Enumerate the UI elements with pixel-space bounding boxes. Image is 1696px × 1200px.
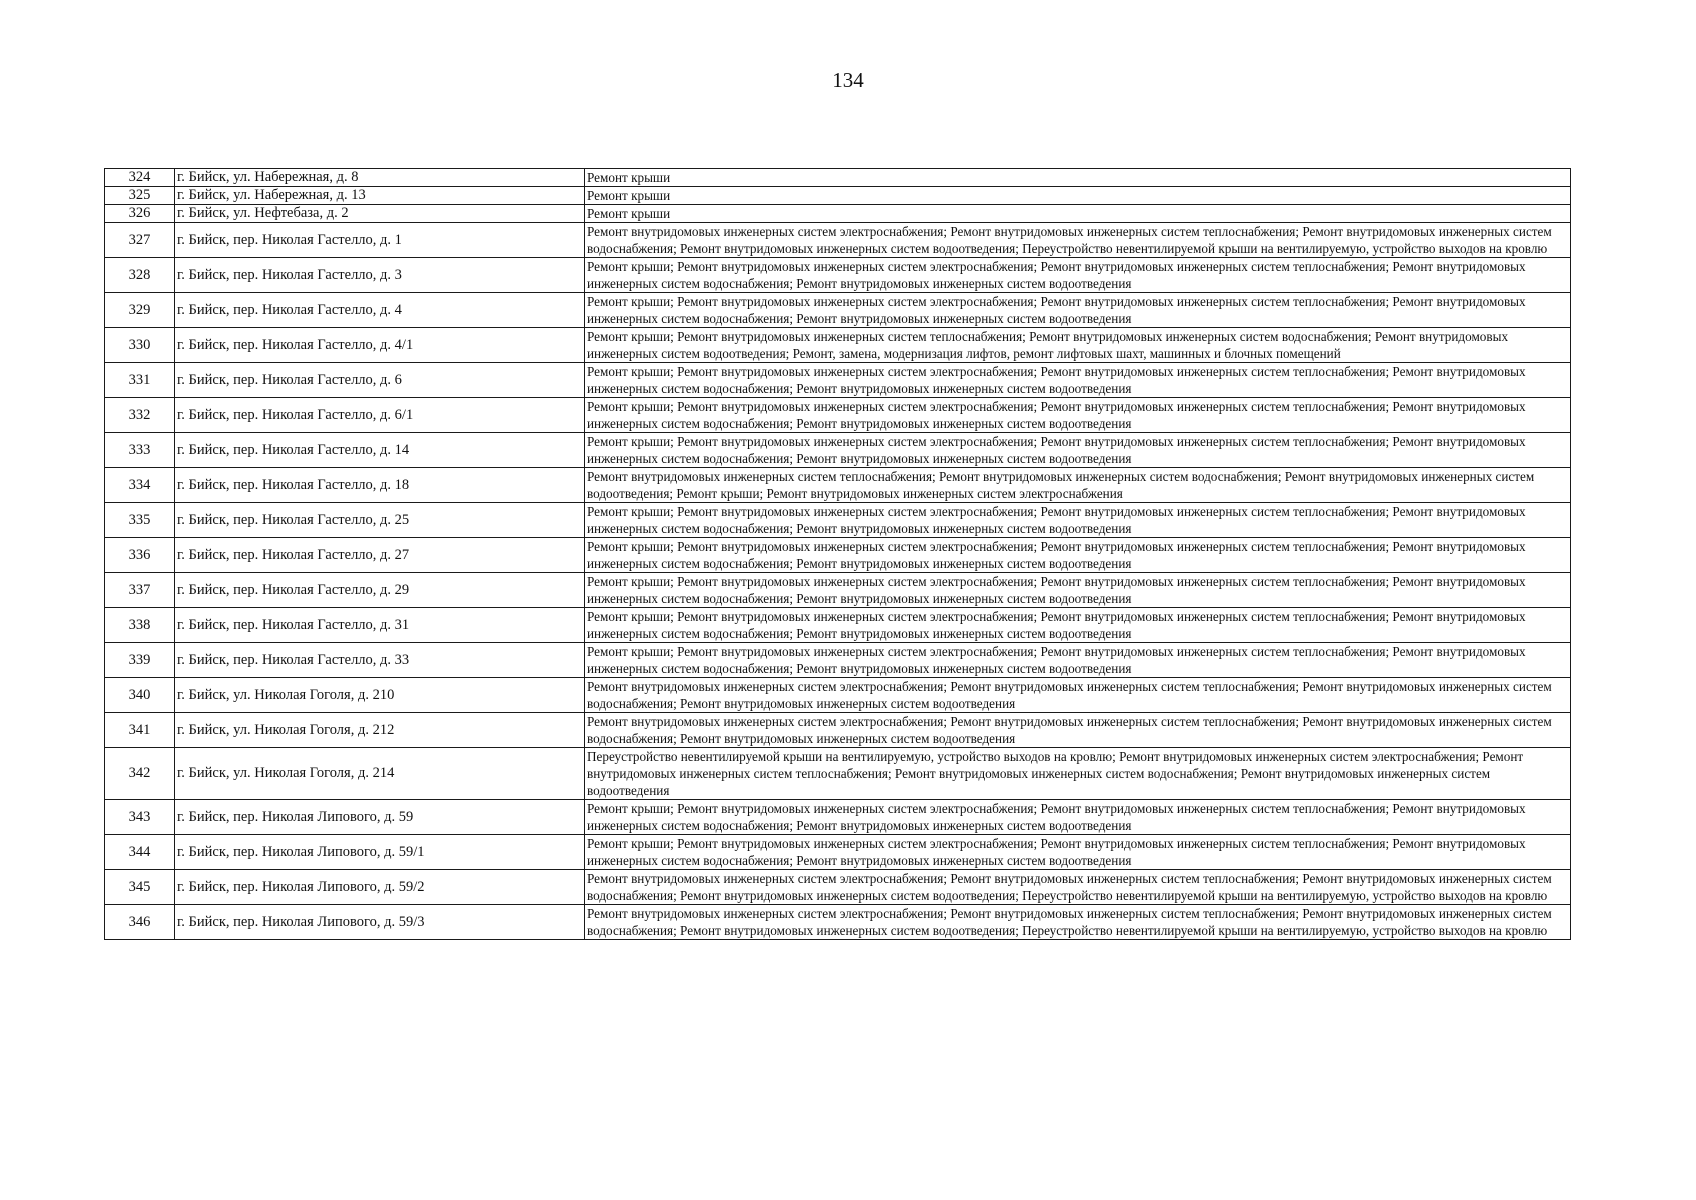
row-number: 333 [105,433,175,468]
row-address: г. Бийск, пер. Николая Гастелло, д. 33 [175,643,585,678]
row-number: 327 [105,223,175,258]
row-address: г. Бийск, пер. Николая Гастелло, д. 1 [175,223,585,258]
table-row [105,363,1571,398]
row-address: г. Бийск, пер. Николая Гастелло, д. 3 [175,258,585,293]
row-address: г. Бийск, ул. Николая Гоголя, д. 210 [175,678,585,713]
row-address: г. Бийск, пер. Николая Липового, д. 59/2 [175,870,585,905]
row-work-types: Ремонт крыши; Ремонт внутридомовых инженерных систем электроснабжения; Ремонт внутридомовых инженерных систем теплоснабжения; Ремонт внутридомовых инженерных систем водоснабжения; Ремонт внутридомовых инженерных систем водоотведения [585,800,1571,835]
row-number: 332 [105,398,175,433]
row-address: г. Бийск, пер. Николая Гастелло, д. 27 [175,538,585,573]
row-work-types: Ремонт крыши; Ремонт внутридомовых инженерных систем электроснабжения; Ремонт внутридомовых инженерных систем теплоснабжения; Ремонт внутридомовых инженерных систем водоснабжения; Ремонт внутридомовых инженерных систем водоотведения [585,293,1571,328]
row-number: 334 [105,468,175,503]
works-table-container [104,168,1570,940]
row-work-types: Ремонт внутридомовых инженерных систем электроснабжения; Ремонт внутридомовых инженерных систем теплоснабжения; Ремонт внутридомовых инженерных систем водоснабжения; Ремонт внутридомовых инженерных систем водоотведения; Переустройство невентилируемой крыши на вентилируемую, устройство выходов на кровлю [585,870,1571,905]
table-row [105,187,1571,205]
row-work-types: Ремонт крыши; Ремонт внутридомовых инженерных систем электроснабжения; Ремонт внутридомовых инженерных систем теплоснабжения; Ремонт внутридомовых инженерных систем водоснабжения; Ремонт внутридомовых инженерных систем водоотведения [585,835,1571,870]
row-work-types: Ремонт крыши; Ремонт внутридомовых инженерных систем электроснабжения; Ремонт внутридомовых инженерных систем теплоснабжения; Ремонт внутридомовых инженерных систем водоснабжения; Ремонт внутридомовых инженерных систем водоотведения [585,363,1571,398]
table-row [105,328,1571,363]
row-work-types: Ремонт внутридомовых инженерных систем электроснабжения; Ремонт внутридомовых инженерных систем теплоснабжения; Ремонт внутридомовых инженерных систем водоснабжения; Ремонт внутридомовых инженерных систем водоотведения; Переустройство невентилируемой крыши на вентилируемую, устройство выходов на кровлю [585,223,1571,258]
row-address: г. Бийск, пер. Николая Липового, д. 59/3 [175,905,585,940]
row-address: г. Бийск, пер. Николая Гастелло, д. 14 [175,433,585,468]
works-table [104,168,1571,940]
table-row [105,223,1571,258]
row-address: г. Бийск, пер. Николая Гастелло, д. 6 [175,363,585,398]
table-row [105,169,1571,187]
row-work-types: Ремонт крыши; Ремонт внутридомовых инженерных систем электроснабжения; Ремонт внутридомовых инженерных систем теплоснабжения; Ремонт внутридомовых инженерных систем водоснабжения; Ремонт внутридомовых инженерных систем водоотведения [585,608,1571,643]
row-work-types: Ремонт крыши; Ремонт внутридомовых инженерных систем электроснабжения; Ремонт внутридомовых инженерных систем теплоснабжения; Ремонт внутридомовых инженерных систем водоснабжения; Ремонт внутридомовых инженерных систем водоотведения [585,538,1571,573]
row-number: 338 [105,608,175,643]
row-number: 344 [105,835,175,870]
row-number: 336 [105,538,175,573]
row-number: 340 [105,678,175,713]
row-work-types: Ремонт крыши; Ремонт внутридомовых инженерных систем электроснабжения; Ремонт внутридомовых инженерных систем теплоснабжения; Ремонт внутридомовых инженерных систем водоснабжения; Ремонт внутридомовых инженерных систем водоотведения [585,643,1571,678]
row-number: 342 [105,748,175,800]
row-work-types: Ремонт крыши; Ремонт внутридомовых инженерных систем теплоснабжения; Ремонт внутридомовых инженерных систем водоснабжения; Ремонт внутридомовых инженерных систем водоотведения; Ремонт, замена, модернизация лифтов, ремонт лифтовых шахт, машинных и блочных помещений [585,328,1571,363]
row-number: 329 [105,293,175,328]
table-row [105,433,1571,468]
table-row [105,748,1571,800]
row-number: 346 [105,905,175,940]
row-address: г. Бийск, пер. Николая Гастелло, д. 4/1 [175,328,585,363]
table-row [105,643,1571,678]
row-number: 345 [105,870,175,905]
row-work-types: Ремонт крыши; Ремонт внутридомовых инженерных систем электроснабжения; Ремонт внутридомовых инженерных систем теплоснабжения; Ремонт внутридомовых инженерных систем водоснабжения; Ремонт внутридомовых инженерных систем водоотведения [585,503,1571,538]
table-row [105,678,1571,713]
table-row [105,713,1571,748]
row-work-types: Переустройство невентилируемой крыши на вентилируемую, устройство выходов на кровлю; Ремонт внутридомовых инженерных систем электроснабжения; Ремонт внутридомовых инженерных систем теплоснабжения; Ремонт внутридомовых инженерных систем водоснабжения; Ремонт внутридомовых инженерных систем водоотведения [585,748,1571,800]
row-address: г. Бийск, ул. Набережная, д. 13 [175,187,585,205]
row-address: г. Бийск, ул. Николая Гоголя, д. 214 [175,748,585,800]
row-number: 331 [105,363,175,398]
table-row [105,293,1571,328]
row-work-types: Ремонт внутридомовых инженерных систем электроснабжения; Ремонт внутридомовых инженерных систем теплоснабжения; Ремонт внутридомовых инженерных систем водоснабжения; Ремонт внутридомовых инженерных систем водоотведения [585,713,1571,748]
row-address: г. Бийск, пер. Николая Липового, д. 59/1 [175,835,585,870]
row-number: 337 [105,573,175,608]
table-row [105,258,1571,293]
row-address: г. Бийск, пер. Николая Гастелло, д. 29 [175,573,585,608]
table-row [105,870,1571,905]
table-row [105,800,1571,835]
table-row [105,468,1571,503]
row-number: 324 [105,169,175,187]
row-work-types: Ремонт крыши; Ремонт внутридомовых инженерных систем электроснабжения; Ремонт внутридомовых инженерных систем теплоснабжения; Ремонт внутридомовых инженерных систем водоснабжения; Ремонт внутридомовых инженерных систем водоотведения [585,573,1571,608]
row-address: г. Бийск, ул. Нефтебаза, д. 2 [175,205,585,223]
table-row [105,398,1571,433]
row-address: г. Бийск, пер. Николая Гастелло, д. 18 [175,468,585,503]
row-number: 326 [105,205,175,223]
row-number: 343 [105,800,175,835]
table-row [105,905,1571,940]
row-number: 339 [105,643,175,678]
row-number: 325 [105,187,175,205]
row-address: г. Бийск, пер. Николая Гастелло, д. 4 [175,293,585,328]
table-row [105,205,1571,223]
table-row [105,835,1571,870]
row-address: г. Бийск, ул. Николая Гоголя, д. 212 [175,713,585,748]
row-address: г. Бийск, пер. Николая Гастелло, д. 25 [175,503,585,538]
row-work-types: Ремонт крыши; Ремонт внутридомовых инженерных систем электроснабжения; Ремонт внутридомовых инженерных систем теплоснабжения; Ремонт внутридомовых инженерных систем водоснабжения; Ремонт внутридомовых инженерных систем водоотведения [585,433,1571,468]
row-number: 341 [105,713,175,748]
table-row [105,573,1571,608]
row-work-types: Ремонт крыши; Ремонт внутридомовых инженерных систем электроснабжения; Ремонт внутридомовых инженерных систем теплоснабжения; Ремонт внутридомовых инженерных систем водоснабжения; Ремонт внутридомовых инженерных систем водоотведения [585,258,1571,293]
table-row [105,503,1571,538]
table-row [105,538,1571,573]
row-number: 328 [105,258,175,293]
row-address: г. Бийск, пер. Николая Гастелло, д. 6/1 [175,398,585,433]
row-address: г. Бийск, ул. Набережная, д. 8 [175,169,585,187]
row-work-types: Ремонт внутридомовых инженерных систем электроснабжения; Ремонт внутридомовых инженерных систем теплоснабжения; Ремонт внутридомовых инженерных систем водоснабжения; Ремонт внутридомовых инженерных систем водоотведения [585,678,1571,713]
row-work-types: Ремонт крыши [585,187,1571,205]
row-work-types: Ремонт внутридомовых инженерных систем теплоснабжения; Ремонт внутридомовых инженерных систем водоснабжения; Ремонт внутридомовых инженерных систем водоотведения; Ремонт крыши; Ремонт внутридомовых инженерных систем электроснабжения [585,468,1571,503]
page-number: 134 [832,68,864,92]
row-number: 330 [105,328,175,363]
row-number: 335 [105,503,175,538]
row-address: г. Бийск, пер. Николая Гастелло, д. 31 [175,608,585,643]
row-work-types: Ремонт крыши; Ремонт внутридомовых инженерных систем электроснабжения; Ремонт внутридомовых инженерных систем теплоснабжения; Ремонт внутридомовых инженерных систем водоснабжения; Ремонт внутридомовых инженерных систем водоотведения [585,398,1571,433]
works-table-body [105,169,1571,940]
row-work-types: Ремонт крыши [585,205,1571,223]
row-work-types: Ремонт внутридомовых инженерных систем электроснабжения; Ремонт внутридомовых инженерных систем теплоснабжения; Ремонт внутридомовых инженерных систем водоснабжения; Ремонт внутридомовых инженерных систем водоотведения; Переустройство невентилируемой крыши на вентилируемую, устройство выходов на кровлю [585,905,1571,940]
table-row [105,608,1571,643]
row-address: г. Бийск, пер. Николая Липового, д. 59 [175,800,585,835]
row-work-types: Ремонт крыши [585,169,1571,187]
